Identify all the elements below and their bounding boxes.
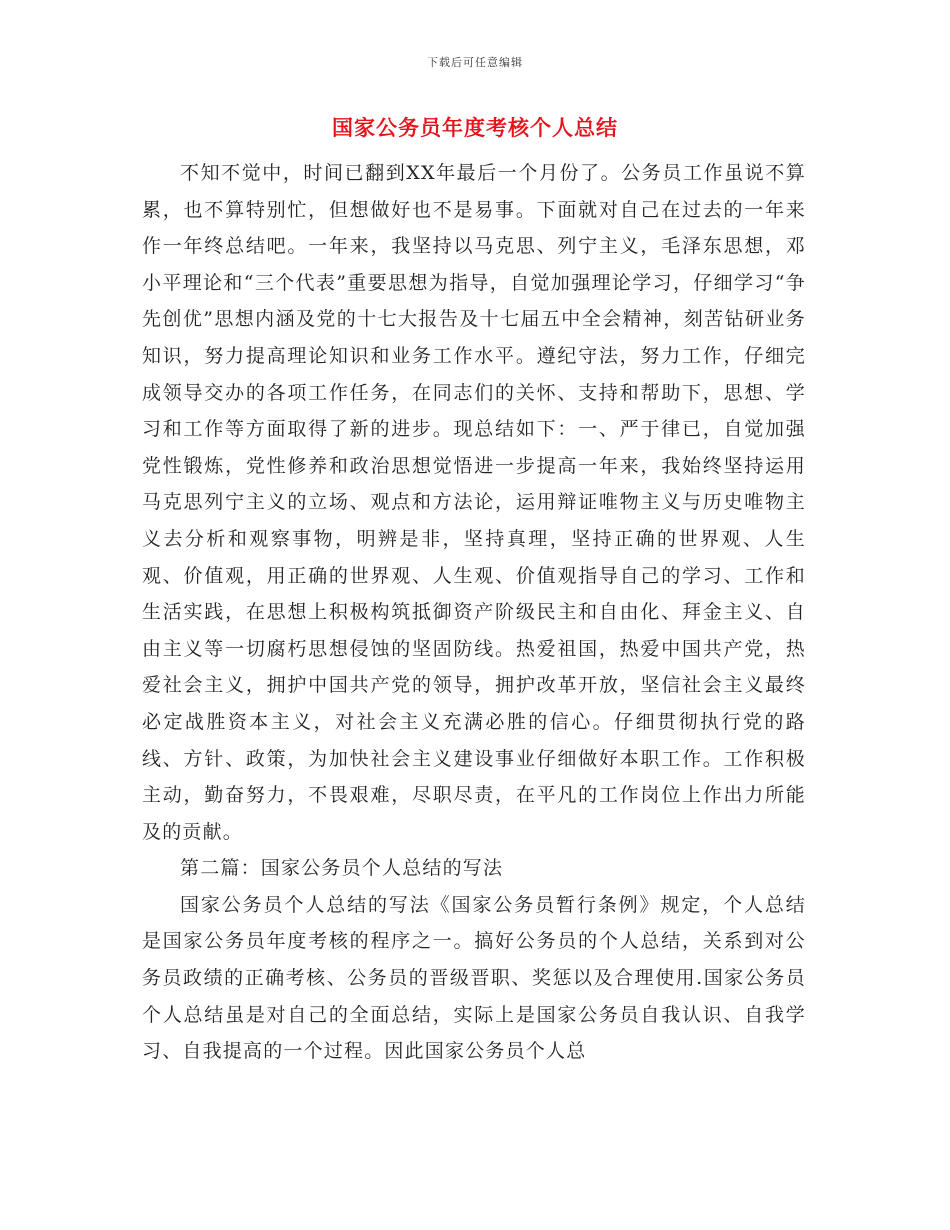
header-note: 下载后可任意编辑 (427, 56, 523, 69)
paragraph-2: 国家公务员个人总结的写法《国家公务员暂行条例》规定，个人总结是国家公务员年度考核的程序之一。搞好公务员的个人总结，关系到对公务员政绩的正确考核、公务员的晋级晋职、奖惩以及合理使用.国家公务员个人总结虽是对自己的全面总结，实际上是国家公务员自我认识、自我学习、自我提高的一个过程。因此国家公务员个人总 (142, 893, 806, 1063)
section-heading: 第二篇：国家公务员个人总结的写法 (180, 857, 504, 880)
page-title: 国家公务员年度考核个人总结 (332, 115, 618, 140)
paragraph-1: 不知不觉中，时间已翻到XX年最后一个月份了。公务员工作虽说不算累，也不算特别忙，但想做好也不是易事。下面就对自己在过去的一年来作一年终总结吧。一年来，我坚持以马克思、列宁主义，毛泽东思想，邓小平理论和“三个代表”重要思想为指导，自觉加强理论学习，仔细学习“争先创优”思想内涵及党的十七大报告及十七届五中全会精神，刻苦钻研业务知识，努力提高理论知识和业务工作水平。遵纪守法，努力工作，仔细完成领导交办的各项工作任务，在同志们的关怀、支持和帮助下，思想、学习和工作等方面取得了新的进步。现总结如下：一、严于律已，自觉加强党性锻炼，党性修养和政治思想觉悟进一步提高一年来，我始终坚持运用马克思列宁主义的立场、观点和方法论，运用辩证唯物主义与历史唯物主义去分析和观察事物，明辨是非，坚持真理，坚持正确的世界观、人生观、价值观，用正确的世界观、人生观、价值观指导自己的学习、工作和生活实践，在思想上积极构筑抵御资产阶级民主和自由化、拜金主义、自由主义等一切腐朽思想侵蚀的坚固防线。热爱祖国，热爱中国共产党，热爱社会主义，拥护中国共产党的领导，拥护改革开放，坚信社会主义最终必定战胜资本主义，对社会主义充满必胜的信心。仔细贯彻执行党的路线、方针、政策，为加快社会主义建设事业仔细做好本职工作。工作积极主动，勤奋努力，不畏艰难，尽职尽责，在平凡的工作岗位上作出力所能及的贡献。 (142, 162, 806, 843)
document-body (142, 155, 806, 1070)
